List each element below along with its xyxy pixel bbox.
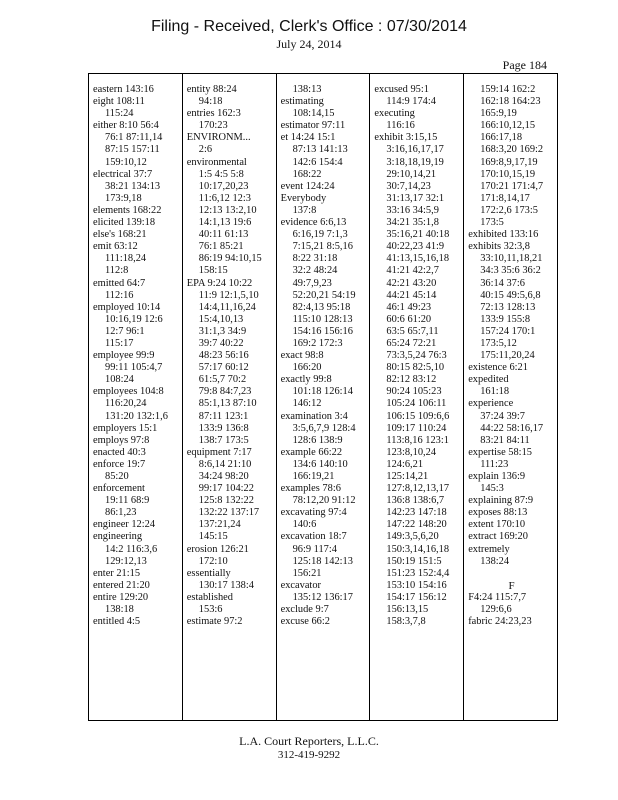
index-reference-line: 46:1 49:23	[386, 301, 432, 313]
index-reference-line: 159:14 162:2	[480, 84, 536, 95]
index-reference-line: 166:10,12,15	[480, 120, 536, 132]
index-reference-line: 1:5 4:5 5:8	[198, 168, 244, 180]
index-reference-line: 3:18,18,19,19	[386, 156, 444, 168]
index-reference-line: 127:8,12,13,17	[386, 483, 450, 495]
index-entry: entitled 4:5	[93, 616, 141, 628]
index-reference-line: 12:13 13:2,10	[198, 204, 257, 216]
index-reference-line: 115:17	[105, 337, 134, 349]
index-reference-line: 138:13	[292, 84, 322, 95]
index-entry: elements 168:22	[93, 204, 162, 216]
index-reference-line: 48:23 56:16	[198, 350, 249, 362]
index-reference-line: 36:14 37:6	[480, 277, 525, 289]
index-entry: elicited 139:18	[93, 217, 156, 229]
index-reference-line: 150:3,14,16,18	[386, 543, 450, 555]
index-reference-line: 138:24	[480, 555, 510, 567]
index-entry: executing	[374, 108, 415, 120]
index-column-2	[182, 74, 276, 720]
court-reporter-name: L.A. Court Reporters, L.L.C.	[239, 734, 379, 748]
index-reference-line: 3:5,6,7,9 128:4	[292, 422, 356, 434]
index-reference-line: 129:6,6	[480, 604, 512, 616]
index-reference-line: 11:9 12:1,5,10	[198, 289, 259, 301]
index-reference-line: 149:3,5,6,20	[386, 531, 439, 543]
index-reference-line: 133:9 136:8	[198, 422, 249, 434]
index-entry: enacted 40:3	[93, 446, 146, 458]
index-entry: either 8:10 56:4	[93, 120, 159, 132]
index-reference-line: 11:6,12 12:3	[198, 192, 251, 204]
index-entry: ENVIRONM...	[186, 132, 251, 144]
index-reference-line: 146:12	[292, 398, 322, 410]
index-entry: else's 168:21	[93, 229, 147, 241]
index-reference-line: 99:11 105:4,7	[105, 362, 163, 374]
index-entry: EPA 9:24 10:22	[186, 277, 253, 289]
index-reference-line: 142:23 147:18	[386, 507, 447, 519]
index-entry: fabric 24:23,23	[468, 616, 532, 628]
index-reference-line: 130:17 138:4	[198, 579, 254, 591]
page-number: Page 184	[502, 58, 547, 72]
index-reference-line: 150:19 151:5	[386, 555, 442, 567]
index-reference-line: 31:13,17 32:1	[386, 192, 445, 204]
index-reference-line: 8:22 31:18	[292, 253, 338, 265]
index-entry: excavator	[280, 579, 321, 591]
index-reference-line: 82:12 83:12	[386, 374, 437, 386]
index-reference-line: 125:8 132:22	[198, 495, 254, 507]
index-reference-line: 112:16	[105, 289, 134, 301]
index-entry: exhibit 3:15,15	[374, 132, 438, 144]
index-reference-line: 34:3 35:6 36:2	[480, 265, 541, 277]
index-entry: engineering	[93, 531, 143, 543]
index-reference-line: 113:8,16 123:1	[386, 434, 449, 446]
index-reference-line: 82:4,13 95:18	[292, 301, 351, 313]
index-reference-line: 145:15	[198, 531, 228, 543]
index-entry: event 124:24	[280, 180, 335, 192]
index-reference-line: 153:10 154:16	[386, 579, 447, 591]
index-reference-line: 60:6 61:20	[386, 313, 432, 325]
index-reference-line: 86:19 94:10,15	[198, 253, 262, 265]
index-entry: example 66:22	[280, 446, 343, 458]
index-reference-line: 166:20	[292, 362, 322, 374]
index-reference-line: 175:11,20,24	[480, 350, 535, 362]
index-reference-line: 57:17 60:12	[198, 362, 249, 374]
index-reference-line: 165:9,19	[480, 108, 517, 120]
index-reference-line: 85:20	[105, 471, 129, 482]
index-reference-line: 99:17 104:22	[198, 483, 254, 495]
index-reference-line: 157:24 170:1	[480, 325, 536, 337]
index-reference-line: 114:9 174:4	[386, 96, 436, 108]
index-reference-line: 169:8,9,17,19	[480, 156, 538, 168]
index-reference-line: 80:15 82:5,10	[386, 362, 445, 374]
index-reference-line: 85:1,13 87:10	[198, 398, 257, 410]
index-entry: established	[186, 591, 233, 603]
index-entry: exactly 99:8	[280, 374, 332, 386]
index-entry: exhibits 32:3,8	[468, 241, 530, 253]
index-reference-line: 134:6 140:10	[292, 458, 348, 470]
index-reference-line: 41:13,15,16,18	[386, 253, 450, 265]
index-reference-line: 131:20 132:1,6	[105, 410, 168, 422]
index-reference-line: 40:22,23 41:9	[386, 241, 445, 253]
index-entry: equipment 7:17	[186, 446, 252, 458]
index-entry: engineer 12:24	[93, 519, 156, 531]
index-entry: estimate 97:2	[186, 616, 243, 628]
index-entry: environmental	[186, 156, 247, 168]
index-reference-line: 173:5,12	[480, 337, 517, 349]
index-entry: employee 99:9	[93, 350, 155, 362]
index-reference-line: 116:20,24	[105, 398, 147, 410]
index-reference-line: 125:14,21	[386, 471, 429, 482]
index-reference-line: 87:13 141:13	[292, 144, 348, 156]
index-reference-line: 10:17,20,23	[198, 180, 249, 192]
index-entry: excuse 66:2	[280, 616, 330, 628]
index-reference-line: 79:8 84:7,23	[198, 386, 252, 398]
transcript-date: July 24, 2014	[276, 37, 342, 51]
index-reference-line: 158:3,7,8	[386, 616, 426, 628]
index-reference-line: 83:21 84:11	[480, 434, 530, 446]
index-reference-line: 109:17 110:24	[386, 422, 447, 434]
index-reference-line: 78:12,20 91:12	[292, 495, 356, 507]
index-reference-line: 156:13,15	[386, 604, 429, 616]
index-reference-line: 41:21 42:2,7	[386, 265, 439, 277]
index-reference-line: 72:13 128:13	[480, 301, 536, 313]
index-entry: employs 97:8	[93, 434, 150, 446]
index-entry: examples 78:6	[280, 483, 341, 495]
index-reference-line: 116:16	[386, 120, 415, 132]
index-reference-line: 166:17,18	[480, 132, 523, 144]
index-reference-line: 161:18	[480, 386, 510, 398]
index-entry: exposes 88:13	[468, 507, 528, 519]
index-reference-line: 94:18	[198, 96, 223, 108]
index-entry: extract 169:20	[468, 531, 528, 543]
index-reference-line: 33:16 34:5,9	[386, 204, 439, 216]
index-reference-line: 30:7,14,23	[386, 180, 431, 192]
index-reference-line: 168:22	[292, 168, 322, 180]
index-reference-line: 135:12 136:17	[292, 591, 353, 603]
index-reference-line: 124:6,21	[386, 458, 424, 470]
index-reference-line: 87:11 123:1	[198, 410, 249, 422]
index-reference-line: 73:3,5,24 76:3	[386, 350, 447, 362]
index-reference-line: 132:22 137:17	[198, 507, 260, 519]
index-reference-line: 112:8	[105, 265, 129, 277]
index-entry: excused 95:1	[374, 84, 429, 95]
index-reference-line: 151:23 152:4,4	[386, 567, 450, 579]
index-reference-line: 111:18,24	[105, 253, 147, 265]
index-reference-line: 63:5 65:7,11	[386, 325, 439, 337]
index-reference-line: 32:2 48:24	[292, 265, 338, 277]
index-reference-line: 133:9 155:8	[480, 313, 531, 325]
index-entry: estimating	[280, 96, 324, 108]
index-entry: enforce 19:7	[93, 458, 146, 470]
index-reference-line: 169:2 172:3	[292, 337, 343, 349]
court-reporter-phone: 312-419-9292	[277, 749, 341, 761]
index-entry: explain 136:9	[468, 471, 526, 482]
index-reference-line: 138:18	[105, 604, 134, 616]
index-entry: erosion 126:21	[186, 543, 249, 555]
index-reference-line: 105:24 106:11	[386, 398, 447, 410]
index-reference-line: 19:11 68:9	[105, 495, 150, 507]
index-entry: enforcement	[93, 483, 145, 495]
index-reference-line: 154:16 156:16	[292, 325, 353, 337]
index-reference-line: 125:18 142:13	[292, 555, 353, 567]
index-reference-line: 173:5	[480, 217, 504, 229]
index-reference-line: 106:15 109:6,6	[386, 410, 450, 422]
index-entry: excavation 18:7	[280, 531, 347, 543]
index-reference-line: 29:10,14,21	[386, 168, 437, 180]
index-reference-line: 101:18 126:14	[292, 386, 353, 398]
index-reference-line: 156:21	[292, 567, 322, 579]
index-reference-line: 90:24 105:23	[386, 386, 442, 398]
index-reference-line: 65:24 72:21	[386, 337, 437, 349]
index-reference-line: 6:16,19 7:1,3	[292, 229, 348, 241]
index-reference-line: 52:20,21 54:19	[292, 289, 356, 301]
index-entry: extremely	[468, 543, 510, 555]
filing-stamp: Filing - Received, Clerk's Office : 07/30/2014	[151, 18, 467, 35]
index-entry: experience	[468, 398, 514, 410]
index-reference-line: 40:15 49:5,6,8	[480, 289, 541, 301]
index-entry: expertise 58:15	[468, 446, 532, 458]
index-reference-line: 123:8,10,24	[386, 446, 437, 458]
index-entry: emit 63:12	[93, 241, 138, 253]
index-reference-line: 10:16,19 12:6	[105, 313, 163, 325]
index-reference-line: 108:14,15	[292, 108, 335, 120]
index-reference-line: 172:2,6 173:5	[480, 204, 538, 216]
index-reference-line: 37:24 39:7	[480, 410, 525, 422]
index-reference-line: 61:5,7 70:2	[198, 374, 247, 386]
index-reference-line: 128:6 138:9	[292, 434, 343, 446]
index-entry: exclude 9:7	[280, 604, 329, 616]
index-entry: essentially	[186, 567, 231, 579]
index-reference-line: 159:10,12	[105, 156, 147, 168]
index-reference-line: 115:24	[105, 108, 134, 120]
index-entry: eastern 143:16	[93, 84, 154, 95]
index-column-4	[369, 74, 463, 720]
index-entry: employers 15:1	[93, 422, 158, 434]
index-reference-line: 137:8	[292, 204, 317, 216]
index-entry: estimator 97:11	[280, 120, 346, 132]
index-reference-line: 173:9,18	[105, 192, 142, 204]
index-reference-line: 140:6	[292, 519, 317, 531]
index-reference-line: 44:21 45:14	[386, 289, 437, 301]
index-reference-line: 40:11 61:13	[198, 229, 249, 241]
index-table	[88, 73, 558, 721]
index-reference-line: 154:17 156:12	[386, 591, 447, 603]
index-entry: employees 104:8	[93, 386, 164, 398]
index-entry: explaining 87:9	[468, 495, 534, 507]
index-reference-line: 34:24 98:20	[198, 471, 249, 482]
index-entry	[468, 568, 555, 580]
index-reference-line: 15:4,10,13	[198, 313, 244, 325]
index-reference-line: 137:21,24	[198, 519, 241, 531]
index-reference-line: 7:15,21 8:5,16	[292, 241, 353, 253]
index-reference-line: 172:10	[198, 555, 228, 567]
index-entry: examination 3:4	[280, 410, 348, 422]
index-reference-line: 170:21 171:4,7	[480, 180, 544, 192]
index-entry: existence 6:21	[468, 362, 528, 374]
index-entry: Everybody	[280, 192, 327, 204]
index-reference-line: 42:21 43:20	[386, 277, 437, 289]
index-reference-line: 14:2 116:3,6	[105, 543, 158, 555]
index-entry: entity 88:24	[186, 84, 237, 95]
index-column-1	[89, 74, 182, 720]
index-reference-line: 166:19,21	[292, 471, 335, 482]
index-entry: exhibited 133:16	[468, 229, 539, 241]
index-reference-line: 87:15 157:11	[105, 144, 160, 156]
index-entry: eight 108:11	[93, 96, 145, 108]
index-reference-line: 35:16,21 40:18	[386, 229, 450, 241]
index-reference-line: 14:4,11,16,24	[198, 301, 256, 313]
index-reference-line: 170:10,15,19	[480, 168, 536, 180]
index-reference-line: 136:8 138:6,7	[386, 495, 445, 507]
index-reference-line: 153:6	[198, 604, 223, 616]
index-entry: evidence 6:6,13	[280, 217, 347, 229]
index-reference-line: 38:21 134:13	[105, 180, 161, 192]
index-entry: entire 129:20	[93, 591, 149, 603]
index-column-5	[463, 74, 557, 720]
index-reference-line: 33:10,11,18,21	[480, 253, 543, 265]
index-reference-line: 8:6,14 21:10	[198, 458, 252, 470]
index-reference-line: 96:9 117:4	[292, 543, 337, 555]
index-column-3	[276, 74, 370, 720]
index-reference-line: 39:7 40:22	[198, 337, 244, 349]
index-reference-line: 44:22 58:16,17	[480, 422, 544, 434]
index-reference-line: 2:6	[198, 144, 213, 156]
index-entry: et 14:24 15:1	[280, 132, 336, 144]
index-reference-line: 3:16,16,17,17	[386, 144, 444, 156]
index-entry: employed 10:14	[93, 301, 161, 313]
index-entry: emitted 64:7	[93, 277, 146, 289]
index-reference-line: 76:1 85:21	[198, 241, 244, 253]
index-entry: extent 170:10	[468, 519, 526, 531]
index-reference-line: 171:8,14,17	[480, 192, 530, 204]
index-reference-line: 129:12,13	[105, 555, 147, 567]
index-entry: expedited	[468, 374, 509, 386]
index-reference-line: 34:21 35:1,8	[386, 217, 439, 229]
index-entry: entries 162:3	[186, 108, 241, 120]
index-reference-line: 14:1,13 19:6	[198, 217, 252, 229]
index-reference-line: 142:6 154:4	[292, 156, 343, 168]
index-entry: enter 21:15	[93, 567, 141, 579]
index-reference-line: 170:23	[198, 120, 228, 132]
index-reference-line: 147:22 148:20	[386, 519, 447, 531]
index-reference-line: 12:7 96:1	[105, 325, 145, 337]
index-reference-line: 145:3	[480, 483, 504, 495]
section-letter: F	[508, 579, 515, 592]
index-entry: F4:24 115:7,7	[468, 591, 527, 603]
index-reference-line: 138:7 173:5	[198, 434, 249, 446]
index-reference-line: 115:10 128:13	[292, 313, 353, 325]
index-entry: excavating 97:4	[280, 507, 347, 519]
index-reference-line: 108:24	[105, 374, 134, 386]
index-entry: exact 98:8	[280, 350, 324, 362]
index-reference-line: 31:1,3 34:9	[198, 325, 247, 337]
index-reference-line: 168:3,20 169:2	[480, 144, 544, 156]
index-reference-line: 49:7,9,23	[292, 277, 332, 289]
index-reference-line: 158:15	[198, 265, 228, 277]
index-reference-line: 86:1,23	[105, 507, 137, 519]
index-reference-line: 111:23	[480, 458, 509, 470]
index-entry: electrical 37:7	[93, 168, 153, 180]
index-reference-line: 76:1 87:11,14	[105, 132, 163, 144]
index-reference-line: 162:18 164:23	[480, 96, 541, 108]
index-entry: entered 21:20	[93, 579, 150, 591]
